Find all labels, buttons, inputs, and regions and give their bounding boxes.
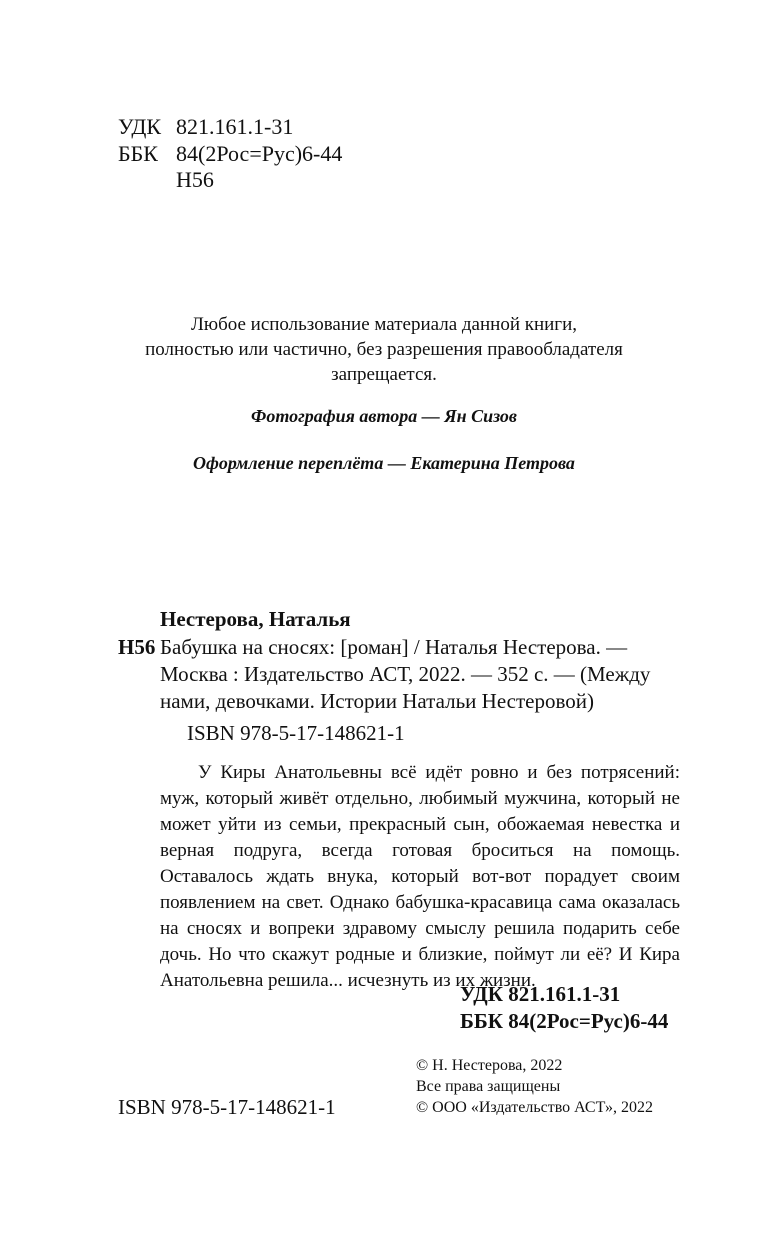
notice-line-3: запрещается. [331, 364, 437, 385]
copyright-publisher: © ООО «Издательство АСТ», 2022 [416, 1099, 653, 1116]
udk-value: 821.161.1-31 [176, 114, 294, 139]
rights-reserved: Все права защищены [416, 1078, 561, 1095]
catalog-author-mark: Н56 [118, 635, 156, 659]
udk-line [118, 114, 293, 140]
udk-label: УДК [118, 114, 162, 139]
photo-credit: Фотография автора — Ян Сизов [251, 406, 517, 426]
cover-credit: Оформление переплёта — Екатерина Петрова [193, 453, 575, 473]
bbk-label: ББК [118, 141, 158, 166]
footer-udk: УДК 821.161.1-31 [460, 982, 621, 1006]
bbk-line [118, 141, 342, 167]
copyright-author: © Н. Нестерова, 2022 [416, 1057, 563, 1074]
bbk-value: 84(2Рос=Рус)6-44 [176, 141, 343, 166]
catalog-line-1: Бабушка на сносях: [роман] / Наталья Нестерова. — [160, 635, 628, 659]
footer-isbn: ISBN 978-5-17-148621-1 [118, 1095, 336, 1119]
catalog-line-2: Москва : Издательство АСТ, 2022. — 352 с. — (Между [160, 662, 651, 686]
catalog-line-3: нами, девочками. Истории Натальи Нестеровой) [160, 689, 594, 713]
footer-bbk: ББК 84(2Рос=Рус)6-44 [460, 1009, 669, 1033]
notice-line-2: полностью или частично, без разрешения правообладателя [145, 339, 623, 360]
author-mark-top: Н56 [176, 167, 214, 192]
book-annotation: У Киры Анатольевны всё идёт ровно и без потрясений: муж, который живёт отдельно, любимый мужчина, который не может уйти из семьи, прекрасный сын, обожаемая невестка и верная подруга, всегда готовая броситься на помощь. Оставалось ждать внука, который вот-вот порадует своим появлением на свет. Однако бабушка-красавица сама оказалась на сносях и вопреки здравому смыслу решила подарить себе дочь. Но что скажут родные и близкие, поймут ли её? И Кира Анатольевна решила... исчезнуть из их жизни. [160, 762, 680, 991]
catalog-author-heading: Нестерова, Наталья [160, 607, 351, 631]
catalog-isbn: ISBN 978-5-17-148621-1 [187, 721, 405, 745]
notice-line-1: Любое использование материала данной книги, [190, 314, 578, 335]
